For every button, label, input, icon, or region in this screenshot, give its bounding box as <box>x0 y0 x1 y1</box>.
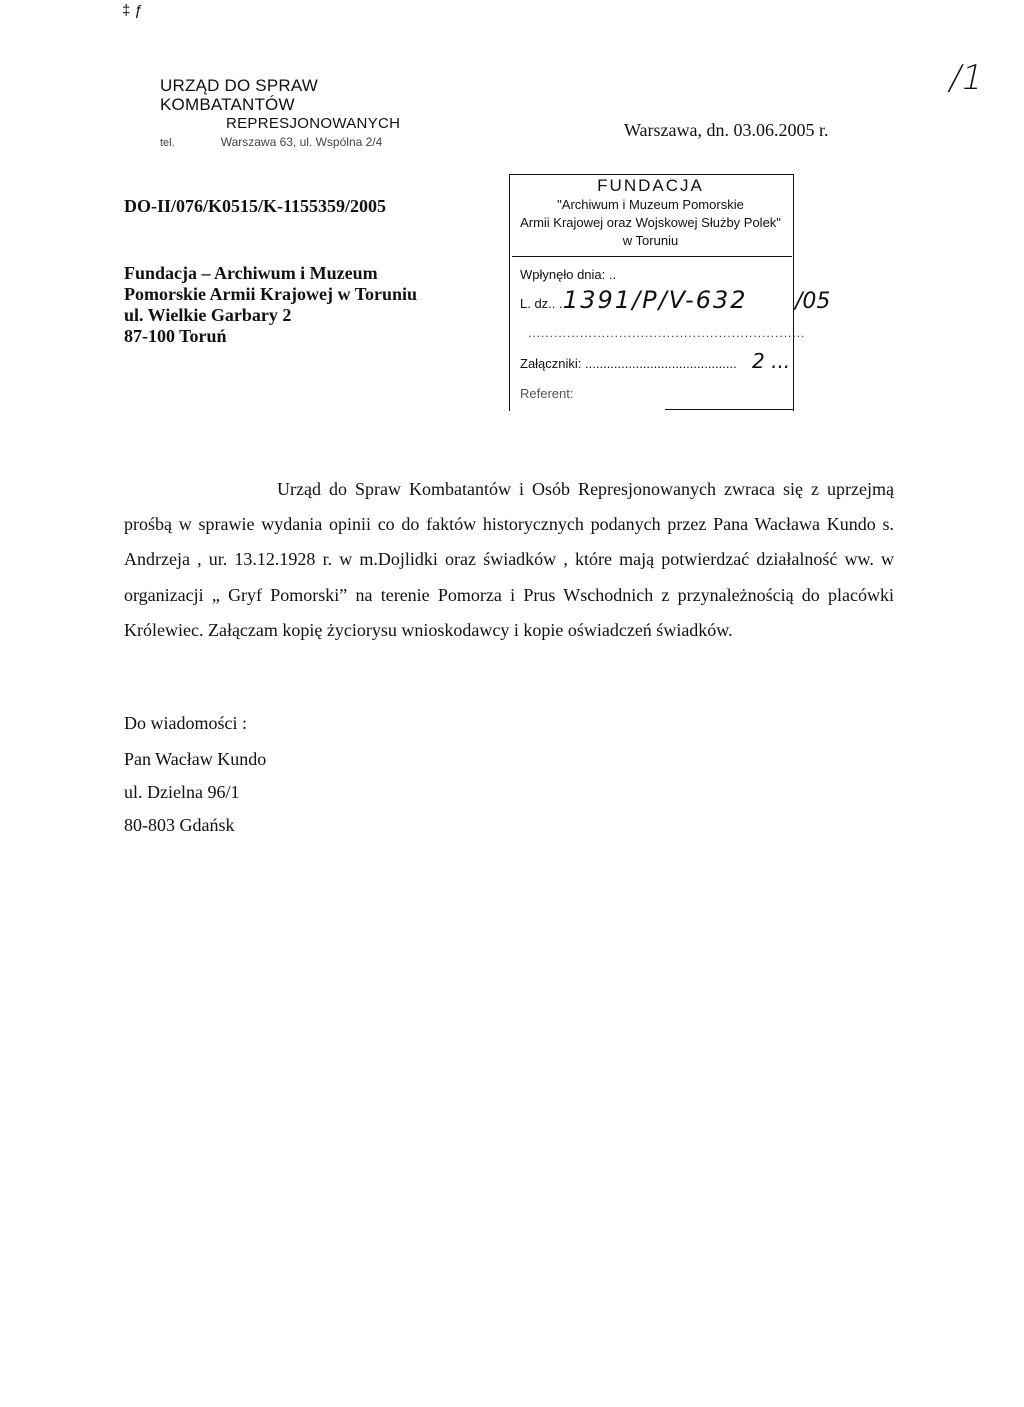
stamp-ldz-handwritten: 1391/P/V-632 <box>563 286 748 314</box>
stamp-subtitle: Armii Krajowej oraz Wojskowej Służby Polek" <box>520 215 781 230</box>
recipient-line: 87-100 Toruń <box>124 326 227 346</box>
office-tel-label: tel. <box>160 137 175 149</box>
stamp-bottom-border <box>665 409 793 410</box>
page-number: /1 <box>945 58 988 98</box>
office-address-line: Warszawa 63, ul. Wspólna 2/4 <box>220 135 383 149</box>
cc-label: Do wiadomości : <box>124 713 247 733</box>
recipient-address <box>124 263 417 347</box>
office-address <box>160 133 450 153</box>
stamp-dots-line: ................................................................ <box>528 326 806 340</box>
copy-to-block <box>124 707 266 842</box>
stamp-title: FUNDACJA <box>597 176 704 195</box>
office-header <box>160 76 450 153</box>
office-name-line1: URZĄD DO SPRAW KOMBATANTÓW <box>160 76 319 114</box>
corner-marks: ‡ ƒ <box>122 2 143 19</box>
stamp-received-label: Wpłynęło dnia: .. <box>520 267 617 282</box>
letter-body <box>124 472 894 648</box>
date-line: Warszawa, dn. 03.06.2005 r. <box>624 120 829 140</box>
stamp-subtitle: w Toruniu <box>622 233 679 248</box>
cc-line: Pan Wacław Kundo <box>124 749 267 769</box>
recipient-line: Pomorskie Armii Krajowej w Toruniu <box>124 284 417 304</box>
stamp-divider <box>512 256 792 257</box>
recipient-line: ul. Wielkie Garbary 2 <box>124 305 292 325</box>
case-number: DO-II/076/K0515/K-1155359/2005 <box>124 196 387 216</box>
stamp-referent-label: Referent: <box>520 386 574 401</box>
cc-line: 80-803 Gdańsk <box>124 815 235 835</box>
recipient-line: Fundacja – Archiwum i Muzeum <box>124 263 378 283</box>
stamp-attachments-label: Załączniki: .......................................... <box>520 356 737 371</box>
cc-line: ul. Dzielna 96/1 <box>124 782 240 802</box>
body-paragraph: Urząd do Spraw Kombatantów i Osób Represjonowanych zwraca się z uprzejmą prośbą w sprawie wydania opinii co do faktów historycznych podanych przez Pana Wacława Kundo s. Andrzeja , ur. 13.12.1928 r. w m.Dojlidki oraz świadków , które mają potwierdzać działalność ww. w organizacji „ Gryf Pomorski” na terenie Pomorza i Prus Wschodnich z przynależnością do placówki Królewiec. Załączam kopię życiorysu wnioskodawcy i kopie oświadczeń świadków. <box>124 479 894 640</box>
stamp-subtitle: "Archiwum i Muzeum Pomorskie <box>557 197 744 212</box>
office-name-line2: REPRESJONOWANYCH <box>226 115 401 132</box>
stamp-ldz-tail-handwritten: /05 <box>795 289 831 314</box>
stamp-ldz-label: L. dz.. ... <box>520 296 570 311</box>
stamp-attachments-handwritten: 2 ... <box>752 349 791 373</box>
